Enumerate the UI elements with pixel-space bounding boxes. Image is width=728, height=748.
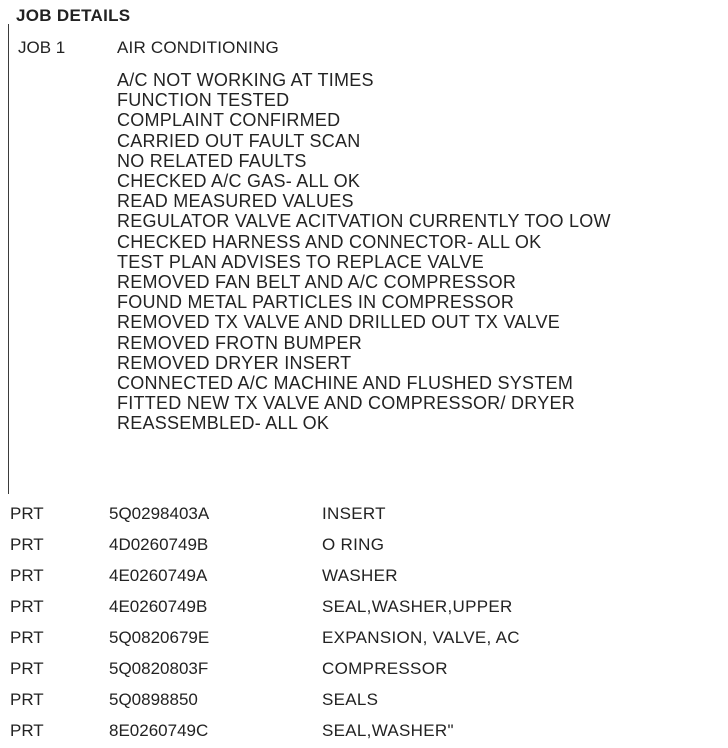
job-note: REASSEMBLED- ALL OK (117, 413, 330, 434)
job-note: CARRIED OUT FAULT SCAN (117, 130, 361, 151)
part-description: SEALS (322, 690, 379, 709)
parts-list (8, 500, 708, 748)
job-note: REMOVED FAN BELT AND A/C COMPRESSOR (117, 272, 517, 293)
part-number: 4E0260749B (109, 597, 208, 616)
job-note: FITTED NEW TX VALVE AND COMPRESSOR/ DRYER (117, 393, 575, 414)
part-number: 4D0260749B (109, 535, 209, 554)
part-type: PRT (10, 628, 44, 647)
job-note: FUNCTION TESTED (117, 90, 290, 111)
part-row (8, 655, 708, 686)
job-note: COMPLAINT CONFIRMED (117, 110, 341, 131)
part-type: PRT (10, 535, 44, 554)
job-note: REMOVED FROTN BUMPER (117, 332, 363, 353)
part-description: WASHER (322, 566, 398, 585)
part-description: COMPRESSOR (322, 659, 448, 678)
part-row (8, 624, 708, 655)
part-row (8, 500, 708, 531)
job-note: NO RELATED FAULTS (117, 150, 307, 171)
part-type: PRT (10, 566, 44, 585)
job-note: REMOVED TX VALVE AND DRILLED OUT TX VALVE (117, 312, 561, 333)
job-note: A/C NOT WORKING AT TIMES (117, 70, 374, 90)
job-name: AIR CONDITIONING (117, 38, 279, 57)
part-row (8, 717, 708, 748)
part-row (8, 593, 708, 624)
part-number: 5Q0820803F (109, 659, 209, 678)
part-description: O RING (322, 535, 385, 554)
job-note: CHECKED HARNESS AND CONNECTOR- ALL OK (117, 231, 542, 252)
job-note: FOUND METAL PARTICLES IN COMPRESSOR (117, 292, 515, 313)
job-note: CHECKED A/C GAS- ALL OK (117, 171, 361, 192)
part-type: PRT (10, 597, 44, 616)
part-description: SEAL,WASHER" (322, 721, 454, 740)
part-type: PRT (10, 721, 44, 740)
part-type: PRT (10, 690, 44, 709)
part-description: INSERT (322, 504, 386, 523)
job-note: REMOVED DRYER INSERT (117, 352, 352, 373)
part-description: EXPANSION, VALVE, AC (322, 628, 520, 647)
job-note: REGULATOR VALVE ACITVATION CURRENTLY TOO LOW (117, 211, 611, 232)
job-notes (117, 70, 611, 434)
job-label: JOB 1 (18, 38, 66, 57)
left-border-line (8, 24, 9, 494)
job-note: READ MEASURED VALUES (117, 191, 354, 212)
part-row (8, 686, 708, 717)
part-number: 8E0260749C (109, 721, 209, 740)
part-number: 5Q0298403A (109, 504, 210, 523)
part-type: PRT (10, 659, 44, 678)
part-row (8, 562, 708, 593)
job-note: TEST PLAN ADVISES TO REPLACE VALVE (117, 251, 484, 272)
part-row (8, 531, 708, 562)
part-number: 5Q0820679E (109, 628, 210, 647)
part-type: PRT (10, 504, 44, 523)
job-note: CONNECTED A/C MACHINE AND FLUSHED SYSTEM (117, 373, 574, 394)
section-title: JOB DETAILS (16, 6, 131, 25)
part-number: 4E0260749A (109, 566, 208, 585)
part-description: SEAL,WASHER,UPPER (322, 597, 513, 616)
part-number: 5Q0898850 (109, 690, 198, 709)
